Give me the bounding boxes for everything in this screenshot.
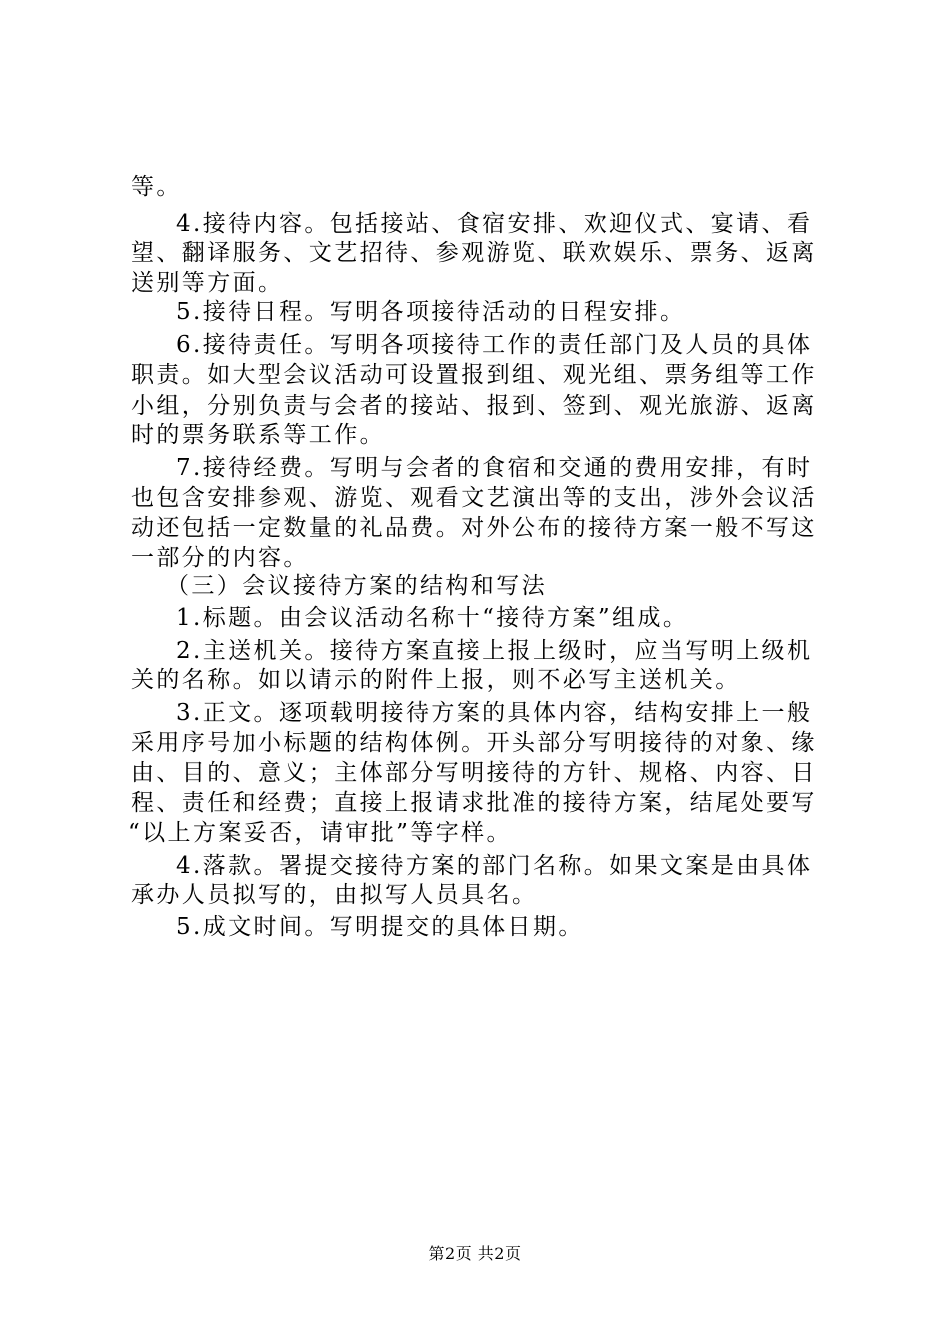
text-line: 采用序号加小标题的结构体例。开头部分写明接待的对象、缘 (131, 730, 817, 756)
text-line: 动还包括一定数量的礼品费。对外公布的接待方案一般不写这 (131, 515, 817, 541)
text-line: 送别等方面。 (131, 270, 284, 296)
text-line: 关的名称。如以请示的附件上报，则不必写主送机关。 (131, 667, 741, 693)
text-line: 程、责任和经费；直接上报请求批准的接待方案，结尾处要写 (131, 790, 817, 816)
text-line: 2.主送机关。接待方案直接上报上级时，应当写明上级机 (176, 638, 813, 664)
text-line: 一部分的内容。 (131, 545, 309, 571)
text-line: 7.接待经费。写明与会者的食宿和交通的费用安排，有时 (176, 455, 813, 481)
text-line: 5.成文时间。写明提交的具体日期。 (176, 914, 584, 940)
text-line: 职责。如大型会议活动可设置报到组、观光组、票务组等工作 (131, 362, 817, 388)
text-line: 望、翻译服务、文艺招待、参观游览、联欢娱乐、票务、返离 (131, 240, 817, 266)
text-line: 6.接待责任。写明各项接待工作的责任部门及人员的具体 (176, 332, 813, 358)
text-line: 等。 (131, 174, 182, 200)
text-line: 4.落款。署提交接待方案的部门名称。如果文案是由具体 (176, 853, 813, 879)
text-line: 5.接待日程。写明各项接待活动的日程安排。 (176, 299, 686, 325)
text-line: 4.接待内容。包括接站、食宿安排、欢迎仪式、宴请、看 (176, 211, 813, 237)
text-line: 小组，分别负责与会者的接站、报到、签到、观光旅游、返离 (131, 393, 817, 419)
text-line: 1.标题。由会议活动名称十“接待方案”组成。 (176, 605, 689, 631)
text-line: 3.正文。逐项载明接待方案的具体内容，结构安排上一般 (176, 700, 813, 726)
text-line: 也包含安排参观、游览、观看文艺演出等的支出，涉外会议活 (131, 485, 817, 511)
text-line: 时的票务联系等工作。 (131, 422, 385, 448)
page-footer: 第2页 共2页 (428, 1244, 522, 1263)
text-line: 承办人员拟写的，由拟写人员具名。 (131, 882, 538, 908)
section-heading: （三）会议接待方案的结构和写法 (166, 573, 547, 599)
text-line: “以上方案妥否，请审批”等字样。 (128, 820, 512, 846)
text-line: 由、目的、意义；主体部分写明接待的方针、规格、内容、日 (131, 760, 817, 786)
